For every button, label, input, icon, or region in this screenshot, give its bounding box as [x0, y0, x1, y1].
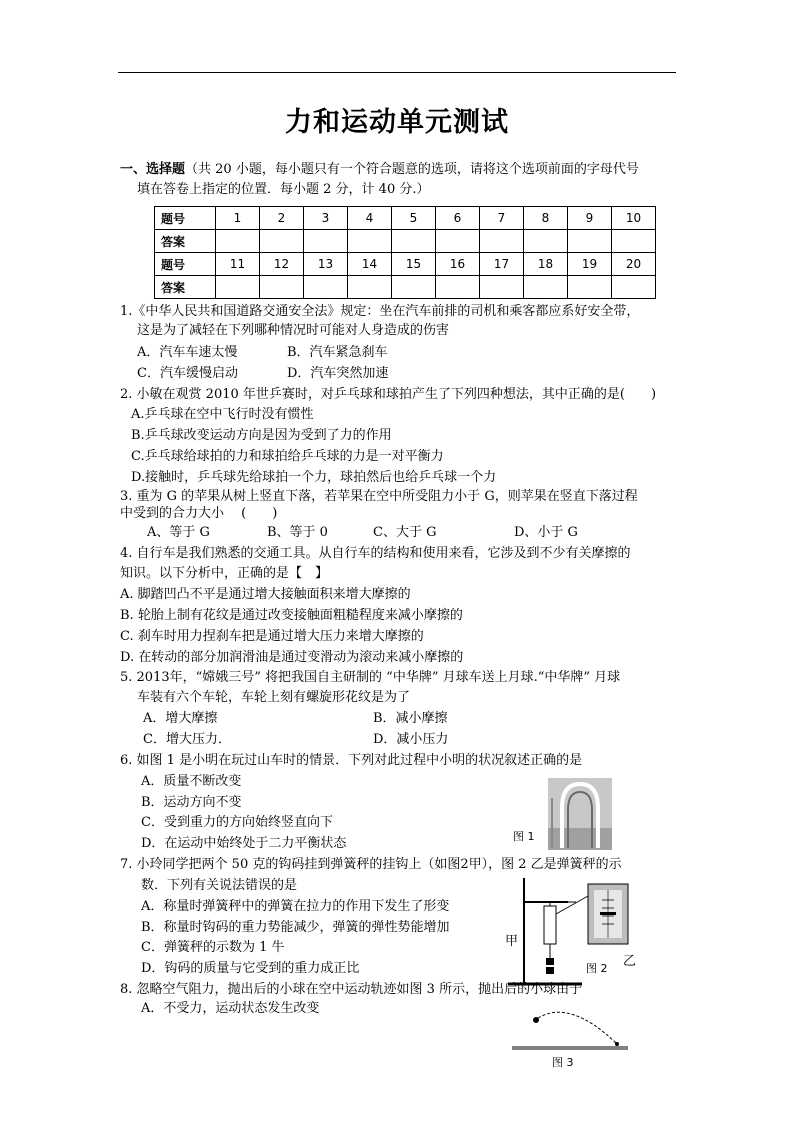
- question-number-cell: 2: [260, 207, 304, 230]
- question-4-stem-cont: 知识。以下分析中，正确的是【 】: [120, 566, 329, 581]
- option-line: A．不受力，运动状态发生改变: [141, 1001, 320, 1016]
- answer-cell: [304, 276, 348, 299]
- question-number-cell: 19: [568, 253, 612, 276]
- table-header-cell: 题号: [155, 253, 216, 276]
- figure-2: [502, 872, 652, 997]
- answer-cell: [392, 276, 436, 299]
- answer-cell: [216, 230, 260, 253]
- question-3-stem: 3. 重为 G 的苹果从树上竖直下落，若苹果在空中所受阻力小于 G，则苹果在竖直下落过程: [120, 489, 638, 504]
- question-number-cell: 10: [612, 207, 656, 230]
- figure-2-yi-label: 乙: [623, 954, 637, 969]
- option-line: A．增大摩擦: [143, 711, 218, 726]
- trajectory-diagram: [510, 1005, 630, 1055]
- option-line: D.接触时，乒乓球先给球拍一个力，球拍然后也给乒乓球一个力: [131, 470, 497, 485]
- question-number-cell: 4: [348, 207, 392, 230]
- option-line: A.乒乓球在空中飞行时没有惯性: [131, 407, 314, 422]
- question-2-stem: 2. 小敏在观赏 2010 年世乒赛时，对乒乓球和球拍产生了下列四种想法，其中正确的是( ): [120, 387, 657, 402]
- table-row: [155, 253, 656, 276]
- option-line: B．减小摩擦: [373, 711, 448, 726]
- option-line: D．汽车突然加速: [287, 366, 389, 381]
- figure-2-label: 图 2: [586, 962, 608, 975]
- answer-cell: [436, 230, 480, 253]
- question-7-stem: 7. 小玲同学把两个 50 克的钩码挂到弹簧秤的挂钩上（如图2甲），图 2 乙是弹簧秤的示: [120, 857, 622, 872]
- answer-cell: [612, 276, 656, 299]
- question-5-stem: 5. 2013年，“嫦娥三号” 将把我国自主研制的 “中华牌” 月球车送上月球.“中华牌” 月球: [120, 670, 621, 685]
- question-5-stem-cont: 车装有六个车轮，车轮上刻有螺旋形花纹是为了: [137, 690, 411, 705]
- option-line: A. 脚踏凹凸不平是通过增大接触面积来增大摩擦的: [120, 587, 411, 602]
- answer-cell: [392, 230, 436, 253]
- question-number-cell: 14: [348, 253, 392, 276]
- roller-coaster-image: [548, 778, 612, 850]
- option-line: A．汽车车速太慢: [137, 345, 238, 360]
- answer-cell: [524, 276, 568, 299]
- figure-1-photo: [548, 778, 612, 850]
- table-header-cell: 答案: [155, 230, 216, 253]
- question-1-stem-cont: 这是为了减轻在下列哪种情况时可能对人身造成的伤害: [137, 323, 450, 338]
- question-number-cell: 20: [612, 253, 656, 276]
- question-number-cell: 15: [392, 253, 436, 276]
- question-number-cell: 13: [304, 253, 348, 276]
- table-row: [155, 230, 656, 253]
- question-1-stem: 1.《中华人民共和国道路交通安全法》规定：坐在汽车前排的司机和乘客都应系好安全带，: [120, 304, 640, 319]
- question-number-cell: 1: [216, 207, 260, 230]
- option-line: B．汽车紧急刹车: [287, 345, 388, 360]
- option-line: C. 刹车时用力捏刹车把是通过增大压力来增大摩擦的: [120, 629, 424, 644]
- option-line: D．减小压力: [373, 732, 449, 747]
- question-number-cell: 17: [480, 253, 524, 276]
- option-line: D. 在转动的部分加润滑油是通过变滑动为滚动来减小摩擦的: [120, 650, 464, 665]
- question-number-cell: 5: [392, 207, 436, 230]
- page-title: 力和运动单元测试: [285, 107, 509, 138]
- option-line: A．称量时弹簧秤中的弹簧在拉力的作用下发生了形变: [141, 899, 450, 914]
- option-line: B、等于 0: [267, 525, 328, 540]
- header-rule: [118, 72, 676, 73]
- option-line: A．质量不断改变: [141, 774, 242, 789]
- figure-3-label: 图 3: [552, 1056, 574, 1069]
- option-line: C．增大压力．: [143, 732, 231, 747]
- answer-cell: [260, 276, 304, 299]
- option-line: D、小于 G: [514, 525, 578, 540]
- option-line: D．在运动中始终处于二力平衡状态: [141, 836, 347, 851]
- answer-cell: [568, 276, 612, 299]
- question-number-cell: 18: [524, 253, 568, 276]
- question-number-cell: 6: [436, 207, 480, 230]
- table-header-cell: 题号: [155, 207, 216, 230]
- section-intro-1: （共 20 小题，每小题只有一个符合题意的选项，请将这个选项前面的字母代号: [185, 162, 639, 177]
- answer-cell: [480, 230, 524, 253]
- option-line: B．称量时钩码的重力势能减少，弹簧的弹性势能增加: [141, 920, 450, 935]
- figure-2-jia-label: 甲: [505, 934, 519, 949]
- option-line: C.乒乓球给球拍的力和球拍给乒乓球的力是一对平衡力: [131, 449, 444, 464]
- section-heading-line: [120, 160, 639, 180]
- answer-cell: [260, 230, 304, 253]
- section-intro-2: 填在答卷上指定的位置．每小题 2 分，计 40 分.）: [137, 182, 430, 197]
- option-line: B. 轮胎上制有花纹是通过改变接触面粗糙程度来减小摩擦的: [120, 608, 463, 623]
- answer-cell: [348, 276, 392, 299]
- answer-cell: [524, 230, 568, 253]
- question-number-cell: 3: [304, 207, 348, 230]
- answer-cell: [304, 230, 348, 253]
- spring-scale-diagram: [502, 872, 652, 997]
- answer-cell: [348, 230, 392, 253]
- answer-cell: [480, 276, 524, 299]
- question-4-stem: 4. 自行车是我们熟悉的交通工具。从自行车的结构和使用来看，它涉及到不少有关摩擦的: [120, 546, 631, 561]
- answer-cell: [436, 276, 480, 299]
- section-heading: 一、选择题: [120, 162, 186, 177]
- question-8-stem: 8. 忽略空气阻力，抛出后的小球在空中运动轨迹如图 3 所示，抛出后的小球由于: [120, 982, 583, 997]
- option-line: C．弹簧秤的示数为 1 牛: [141, 940, 285, 955]
- answer-cell: [612, 230, 656, 253]
- question-number-cell: 7: [480, 207, 524, 230]
- question-number-cell: 8: [524, 207, 568, 230]
- option-line: C．汽车缓慢启动: [137, 366, 238, 381]
- question-number-cell: 12: [260, 253, 304, 276]
- option-line: D．钩码的质量与它受到的重力成正比: [141, 961, 360, 976]
- question-3-stem-cont: 中受到的合力大小 ( ): [120, 506, 278, 521]
- table-header-cell: 答案: [155, 276, 216, 299]
- question-number-cell: 11: [216, 253, 260, 276]
- question-6-stem: 6. 如图 1 是小明在玩过山车时的情景．下列对此过程中小明的状况叙述正确的是: [120, 753, 583, 768]
- option-line: A、等于 G: [147, 525, 210, 540]
- figure-1-label: 图 1: [513, 830, 535, 843]
- question-7-stem-cont: 数．下列有关说法错误的是: [141, 878, 298, 893]
- question-number-cell: 16: [436, 253, 480, 276]
- option-line: C．受到重力的方向始终竖直向下: [141, 815, 333, 830]
- table-row: [155, 276, 656, 299]
- figure-3: [510, 1005, 630, 1055]
- question-number-cell: 9: [568, 207, 612, 230]
- answer-cell: [216, 276, 260, 299]
- table-row: [155, 207, 656, 230]
- answer-cell: [568, 230, 612, 253]
- option-line: C、大于 G: [373, 525, 437, 540]
- option-line: B．运动方向不变: [141, 795, 242, 810]
- answer-table: [154, 206, 656, 299]
- option-line: B.乒乓球改变运动方向是因为受到了力的作用: [131, 428, 392, 443]
